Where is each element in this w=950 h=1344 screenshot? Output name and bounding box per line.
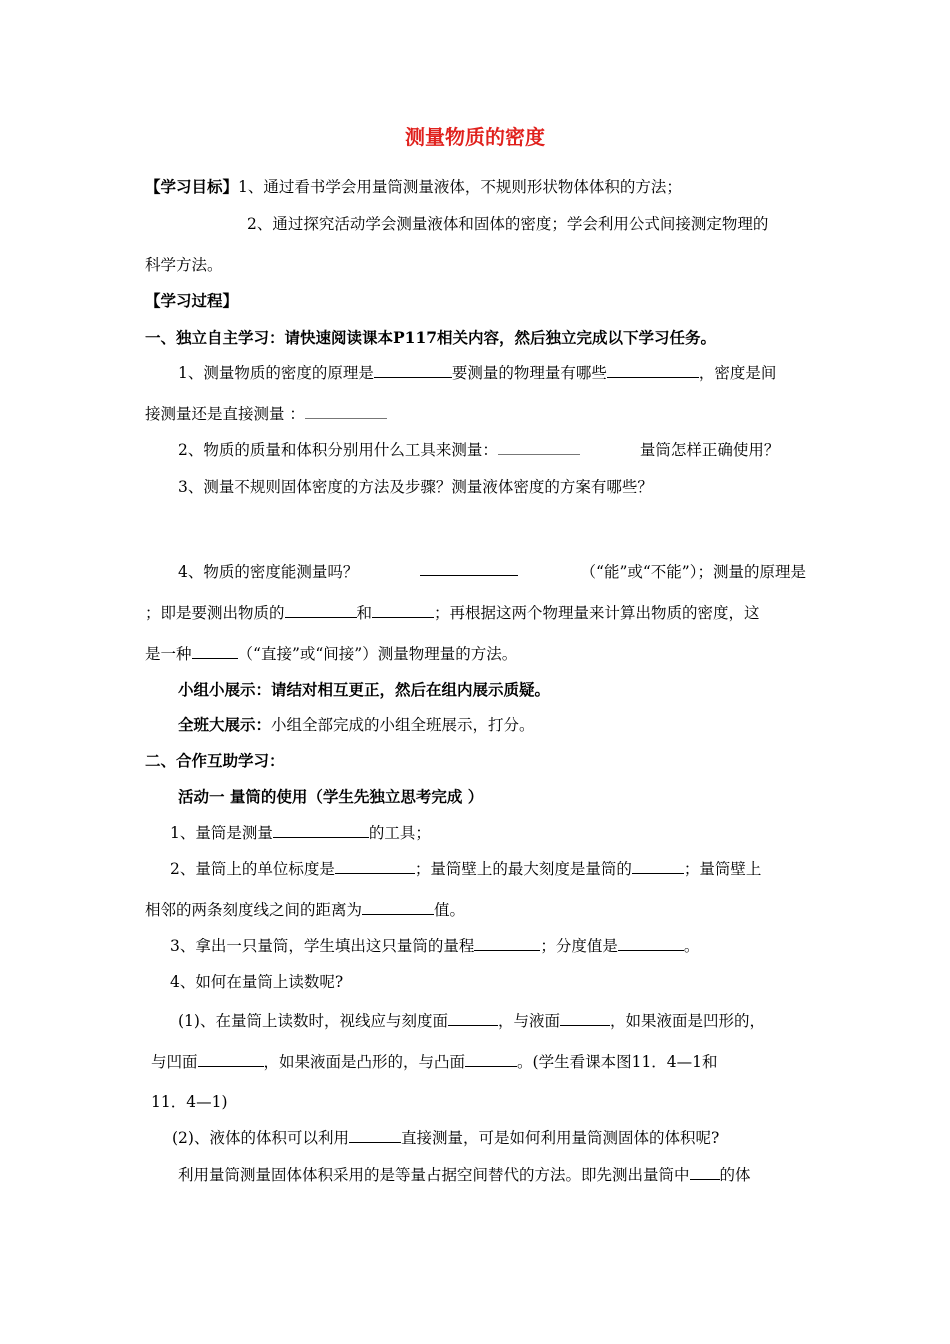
answer-blank[interactable]	[362, 900, 434, 915]
answer-blank[interactable]	[335, 859, 415, 874]
objective-1: 1、通过看书学会用量筒测量液体，不规则形状物体体积的方法；	[238, 178, 682, 196]
answer-blank[interactable]	[305, 404, 387, 419]
question-4-cont1: ；即是要测出物质的 和 ；再根据这两个物理量来计算出物质的密度，这	[145, 604, 760, 622]
objective-2-line	[247, 213, 768, 235]
answer-blank[interactable]	[465, 1052, 517, 1067]
reading-1: (1)、在量筒上读数时，视线应与刻度面 ，与液面 ，如果液面是凹形的，	[178, 1012, 765, 1030]
question-4-cont2: 是一种 （“直接”或“间接”）测量物理量的方法。	[145, 645, 518, 663]
answer-blank[interactable]	[560, 1011, 610, 1026]
answer-blank[interactable]	[632, 859, 684, 874]
objectives-line1	[145, 176, 682, 198]
objective-2-cont: 科学方法。	[145, 256, 223, 274]
answer-blank[interactable]	[690, 1165, 720, 1180]
process-heading: 【学习过程】	[145, 291, 239, 310]
reading-3: 利用量筒测量固体体积采用的是等量占据空间替代的方法。即先测出量筒中 的体	[178, 1166, 751, 1184]
question-1-cont: 接测量还是直接测量 ：	[145, 403, 387, 425]
objective-2: 2、通过探究活动学会测量液体和固体的密度；学会利用公式间接测定物理的	[247, 215, 769, 233]
activity-q4: 4、如何在量筒上读数呢?	[170, 973, 344, 991]
part1-heading: 一、独立自主学习：请快速阅读课本P117相关内容，然后独立完成以下学习任务。	[145, 328, 717, 347]
question-1: 1、测量物质的密度的原理是 要测量的物理量有哪些 ，密度是间	[178, 364, 777, 382]
reading-2: (2)、液体的体积可以利用 直接测量，可是如何利用量筒测固体的体积呢?	[172, 1129, 720, 1147]
part2-heading: 二、合作互助学习：	[145, 751, 285, 770]
question-3: 3、测量不规则固体密度的方法及步骤？测量液体密度的方案有哪些？	[178, 478, 653, 496]
answer-blank[interactable]	[618, 936, 684, 951]
answer-blank[interactable]	[607, 363, 699, 378]
activity-q2-cont: 相邻的两条刻度线之间的距离为 值。	[145, 901, 466, 919]
answer-blank[interactable]	[420, 561, 518, 576]
question-2: 2、物质的质量和体积分别用什么工具来测量： 量筒怎样正确使用？	[178, 441, 780, 459]
class-display: 全班大展示：小组全部完成的小组全班展示，打分。	[178, 715, 535, 734]
activity-q1: 1、量筒是测量 的工具；	[170, 824, 431, 842]
page-title: 测量物质的密度	[405, 125, 545, 149]
answer-blank[interactable]	[198, 1052, 264, 1067]
group-display: 小组小展示：请结对相互更正，然后在组内展示质疑。	[178, 680, 551, 699]
answer-blank[interactable]	[372, 603, 434, 618]
reading-1-cont: 与凹面 ，如果液面是凸形的，与凸面 。(学生看课本图11．4—1和	[151, 1053, 718, 1071]
answer-blank[interactable]	[448, 1011, 498, 1026]
activity-1-heading: 活动一 量筒的使用（学生先独立思考完成 ）	[178, 787, 484, 806]
answer-blank[interactable]	[498, 440, 580, 455]
answer-blank[interactable]	[374, 363, 452, 378]
activity-q3: 3、拿出一只量筒，学生填出这只量筒的量程 ；分度值是 。	[170, 937, 700, 955]
answer-blank[interactable]	[474, 936, 540, 951]
answer-blank[interactable]	[192, 644, 238, 659]
reading-1-cont2: 11．4—1)	[151, 1093, 228, 1111]
objectives-heading: 【学习目标】	[145, 177, 239, 196]
answer-blank[interactable]	[285, 603, 357, 618]
activity-q2: 2、量筒上的单位标度是 ；量筒壁上的最大刻度是量筒的 ；量筒壁上	[170, 860, 762, 878]
answer-blank[interactable]	[349, 1128, 401, 1143]
answer-blank[interactable]	[273, 823, 369, 838]
question-4: 4、物质的密度能测量吗？ （“能”或“不能”）；测量的原理是	[178, 563, 806, 581]
